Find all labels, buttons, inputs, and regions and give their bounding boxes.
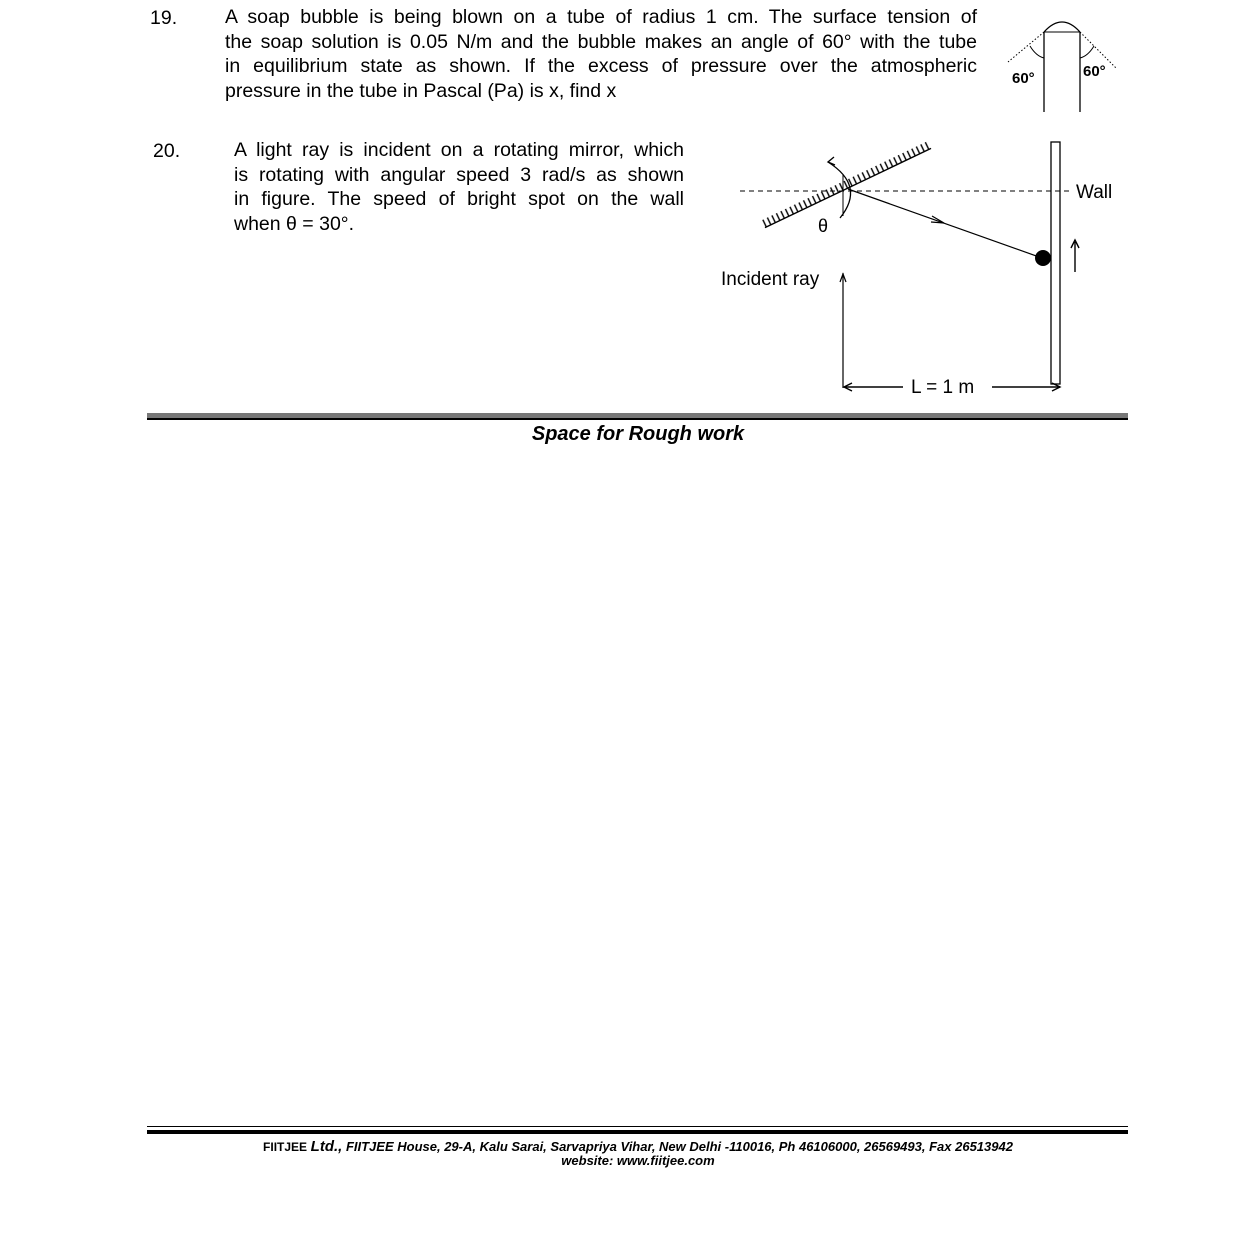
- footer-rule: [147, 1126, 1128, 1134]
- question-19-line-3: in equilibrium state as shown. If the excess of pressure over the atmospheric: [225, 55, 977, 77]
- footer-ltd: Ltd.,: [310, 1138, 343, 1155]
- distance-label: L = 1 m: [911, 377, 975, 398]
- question-20-line-1: A light ray is incident on a rotating mirror, which: [234, 139, 684, 161]
- angle-right-label: 60°: [1083, 63, 1106, 80]
- bright-spot: [1035, 250, 1051, 266]
- soap-bubble-figure: [1000, 10, 1130, 116]
- question-19-number: 19.: [150, 7, 178, 29]
- incident-ray-label: Incident ray: [721, 269, 820, 290]
- footer-brand: FIITJEE: [263, 1140, 308, 1154]
- mirror: [762, 141, 932, 227]
- rotating-mirror-figure: [700, 130, 1140, 405]
- question-19-line-4: pressure in the tube in Pascal (Pa) is x, find x: [225, 79, 617, 102]
- question-19-line-2: the soap solution is 0.05 N/m and the bubble makes an angle of 60° with the tube: [225, 30, 977, 53]
- question-19-line-1: A soap bubble is being blown on a tube of radius 1 cm. The surface tension of: [225, 6, 977, 28]
- footer-address: FIITJEE House, 29-A, Kalu Sarai, Sarvapriya Vihar, New Delhi -110016, Ph 46106000, 26569493, Fax 26513942: [345, 1139, 1013, 1154]
- question-19-text: [225, 5, 977, 103]
- angle-left-label: 60°: [1012, 70, 1035, 87]
- theta-label: θ: [818, 216, 829, 236]
- rough-work-separator: [147, 413, 1128, 420]
- wall-label: Wall: [1076, 182, 1113, 203]
- footer-website: website: www.fiitjee.com: [561, 1153, 715, 1168]
- question-20-text: [234, 138, 684, 236]
- question-20-line-4: when θ = 30°.: [234, 212, 355, 235]
- question-20-line-2: is rotating with angular speed 3 rad/s as shown: [234, 163, 684, 186]
- question-20-line-3: in figure. The speed of bright spot on the wall: [234, 188, 684, 210]
- question-20-number: 20.: [153, 140, 181, 162]
- rough-work-heading: Space for Rough work: [531, 423, 745, 445]
- wall: [1051, 142, 1060, 384]
